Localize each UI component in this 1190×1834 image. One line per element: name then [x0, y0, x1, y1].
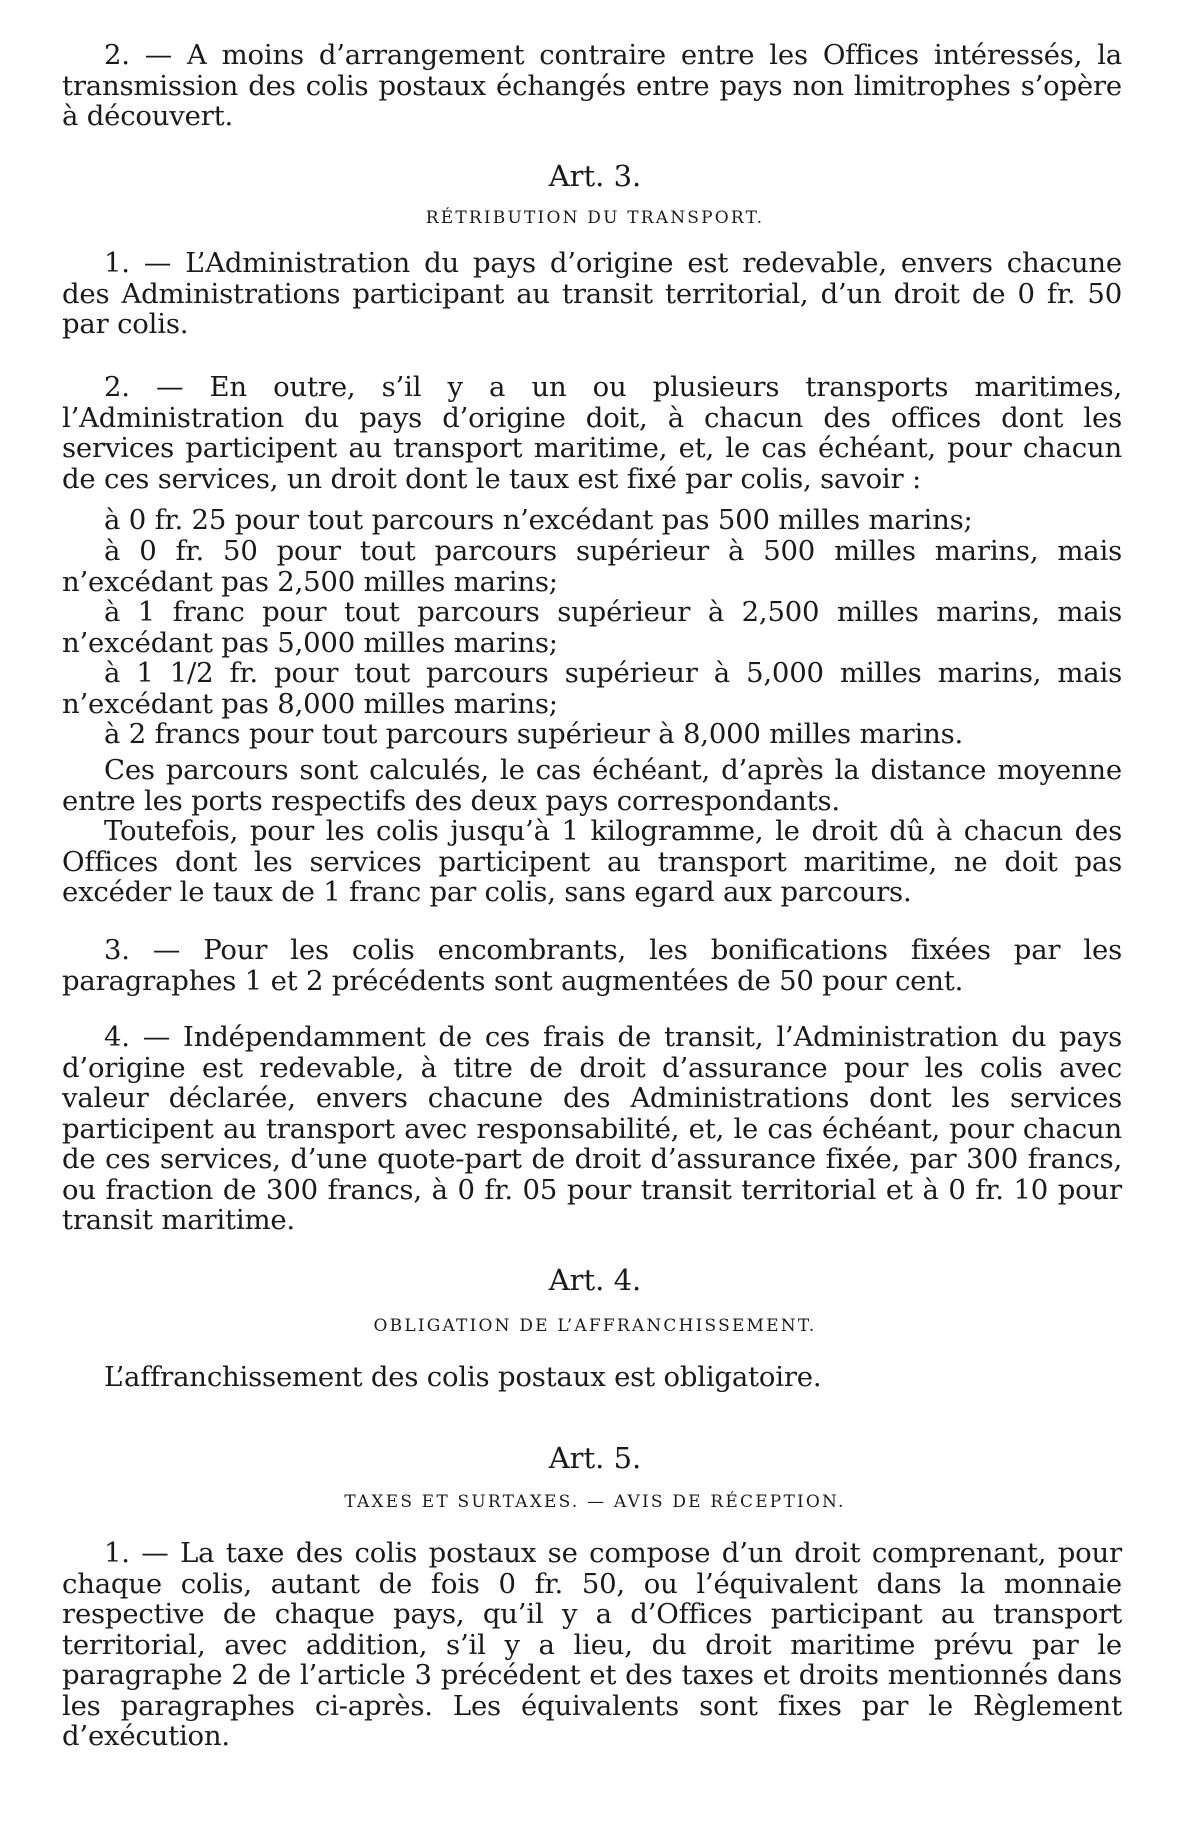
art3-rate-4: à 1 1/2 fr. pour tout parcours supérieur à 5,000 milles marins, mais n’excédant pas 8,000 milles marins;	[62, 657, 1122, 720]
art3-paragraph-2: 2. — En outre, s’il y a un ou plusieurs transports maritimes, l’Administration du pays d’origine doit, à chacun des offices dont les services participent au transport maritime, et, le cas échéant, pour chacun de ces services, un droit dont le taux est fixé par colis, savoir :	[62, 371, 1122, 495]
art3-title: Art. 3.	[548, 159, 642, 193]
art5-paragraph-1: 1. — La taxe des colis postaux se compose d’un droit comprenant, pour chaque colis, autant de fois 0 fr. 50, ou l’équivalent dans la monnaie respective de chaque pays, qu’il y a d’Offices participant au transport territorial, avec addition, s’il y a lieu, du droit maritime prévu par le paragraphe 2 de l’article 3 précédent et des taxes et droits mentionnés dans les paragraphes ci-après. Les équivalents sont fixes par le Règlement d’exécution.	[62, 1537, 1122, 1752]
art3-rate-5: à 2 francs pour tout parcours supérieur à 8,000 milles marins.	[104, 718, 964, 750]
art4-title: Art. 4.	[548, 1263, 642, 1297]
art3-rate-2: à 0 fr. 50 pour tout parcours supérieur à 500 milles marins, mais n’excédant pas 2,500 milles marins;	[62, 535, 1122, 598]
art3-rate-1: à 0 fr. 25 pour tout parcours n’excédant pas 500 milles marins;	[104, 504, 973, 536]
art2-paragraph-2: 2. — A moins d’arrangement contraire entre les Offices intéressés, la transmission des colis postaux échangés entre pays non limitrophes s’opère à découvert.	[62, 39, 1122, 132]
art3-paragraph-2-calc: Ces parcours sont calculés, le cas échéant, d’après la distance moyenne entre les ports respectifs des deux pays correspondants.	[62, 754, 1122, 817]
art3-rate-3: à 1 franc pour tout parcours supérieur à 2,500 milles marins, mais n’excédant pas 5,000 milles marins;	[62, 596, 1122, 659]
art4-caption: OBLIGATION DE L’AFFRANCHISSEMENT.	[373, 1316, 817, 1336]
art5-title: Art. 5.	[548, 1441, 642, 1475]
art3-paragraph-1: 1. — L’Administration du pays d’origine est redevable, envers chacune des Administrations participant au transit territorial, d’un droit de 0 fr. 50 par colis.	[62, 247, 1122, 340]
art3-caption: RÉTRIBUTION DU TRANSPORT.	[425, 208, 765, 228]
art4-paragraph-1: L’affranchissement des colis postaux est obligatoire.	[104, 1361, 822, 1393]
art5-caption: TAXES ET SURTAXES. — AVIS DE RÉCEPTION.	[344, 1492, 846, 1512]
art3-paragraph-2-limit: Toutefois, pour les colis jusqu’à 1 kilogramme, le droit dû à chacun des Offices dont les services participent au transport maritime, ne doit pas excéder le taux de 1 franc par colis, sans egard aux parcours.	[62, 815, 1122, 908]
art3-paragraph-4: 4. — Indépendamment de ces frais de transit, l’Administration du pays d’origine est redevable, à titre de droit d’assurance pour les colis avec valeur déclarée, envers chacune des Administrations dont les services participent au transport avec responsabilité, et, le cas échéant, pour chacun de ces services, d’une quote-part de droit d’assurance fixée, par 300 francs, ou fraction de 300 francs, à 0 fr. 05 pour transit territorial et à 0 fr. 10 pour transit maritime.	[62, 1021, 1122, 1236]
art3-paragraph-3: 3. — Pour les colis encombrants, les bonifications fixées par les paragraphes 1 et 2 précédents sont augmentées de 50 pour cent.	[62, 934, 1122, 997]
